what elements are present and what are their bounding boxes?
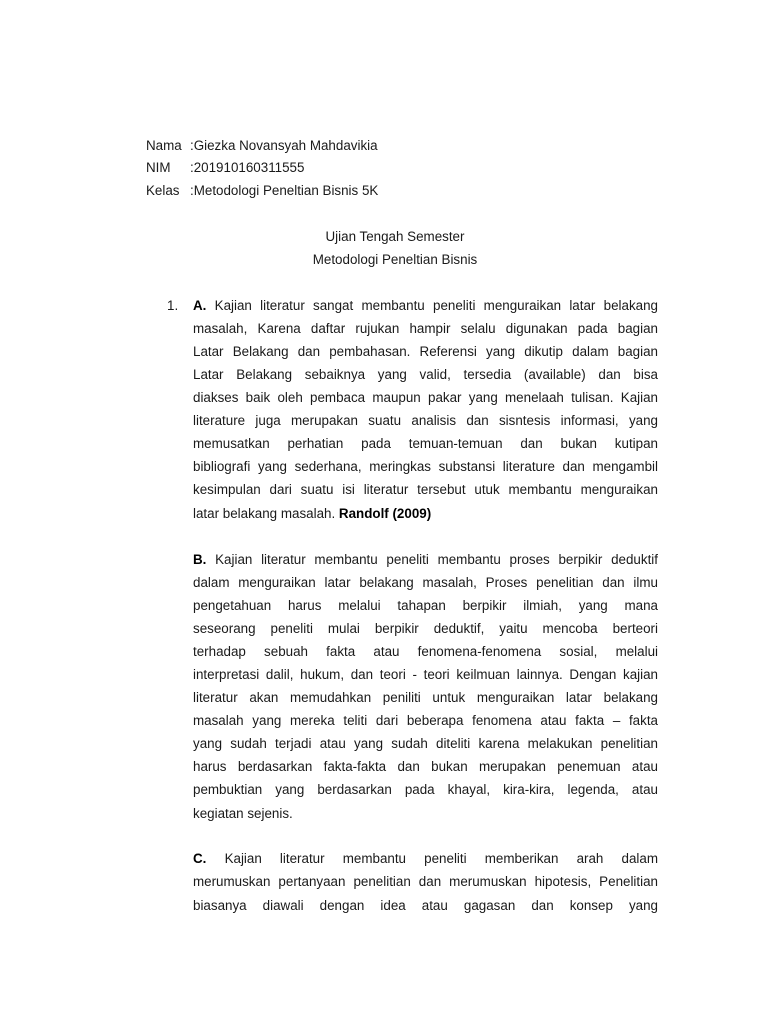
section-b-line: B. Kajian literatur membantu peneliti membantu proses berpikir deduktif — [193, 552, 658, 567]
section-b-line: seseorang peneliti mulai berpikir deduktif, yaitu mencoba berteori — [193, 621, 658, 636]
section-c-label: C. — [193, 851, 207, 866]
section-a-line: A. Kajian literatur sangat membantu peneliti menguraikan latar belakang — [193, 298, 658, 313]
section-b-line: pembuktian yang berdasarkan pada khayal, kira-kira, legenda, atau — [193, 782, 658, 797]
name-label: Nama — [146, 138, 182, 153]
section-a-line: memusatkan perhatian pada temuan-temuan dan bukan kutipan — [193, 436, 658, 451]
section-b-label: B. — [193, 552, 207, 567]
section-b-line: literatur akan memudahkan peniliti untuk menguraikan latar belakang — [193, 690, 658, 705]
section-b-line: harus berdasarkan fakta-fakta dan bukan merupakan penemuan atau — [193, 759, 658, 774]
section-a-line: kesimpulan dari suatu isi literatur tersebut utuk membantu menguraikan — [193, 482, 658, 497]
name-field — [146, 136, 378, 156]
class-value: :Metodologi Peneltian Bisnis 5K — [190, 183, 379, 198]
section-b-line: dalam menguraikan latar belakang masalah, Proses penelitian dan ilmu — [193, 575, 658, 590]
section-b-line: masalah yang mereka teliti dari beberapa fenomena atau fakta – fakta — [193, 713, 658, 728]
section-a-line: Latar Belakang sebaiknya yang valid, tersedia (available) dan bisa — [193, 367, 658, 382]
section-b-line: yang sudah terjadi atau yang sudah diteliti karena melakukan penelitian — [193, 736, 658, 751]
section-a-line: latar belakang masalah. Randolf (2009) — [193, 506, 432, 521]
section-c-line: biasanya diawali dengan idea atau gagasan dan konsep yang — [193, 898, 658, 913]
section-a-line: Latar Belakang dan pembahasan. Referensi yang dikutip dalam bagian — [193, 344, 658, 359]
section-a-line: literature juga merupakan suatu analisis dan sisntesis informasi, yang — [193, 413, 658, 428]
section-a-line: masalah, Karena daftar rujukan hampir selalu digunakan pada bagian — [193, 321, 658, 336]
exam-title: Ujian Tengah Semester — [325, 229, 465, 244]
class-field — [146, 181, 378, 201]
section-a-line: diakses baik oleh pembaca maupun pakar yang menelaah tulisan. Kajian — [193, 390, 658, 405]
section-b-line: pengetahuan harus melalui tahapan berpikir ilmiah, yang mana — [193, 598, 658, 613]
name-value: :Giezka Novansyah Mahdavikia — [190, 138, 378, 153]
nim-field — [146, 158, 304, 178]
section-a-label: A. — [193, 298, 207, 313]
course-title: Metodologi Peneltian Bisnis — [312, 252, 478, 267]
section-c-line: C. Kajian literatur membantu peneliti memberikan arah dalam — [193, 851, 658, 866]
nim-label: NIM — [146, 160, 171, 175]
section-b-line: kegiatan sejenis. — [193, 806, 293, 821]
nim-value: :201910160311555 — [190, 160, 305, 175]
class-label: Kelas — [146, 183, 180, 198]
section-b-line: interpretasi dalil, hukum, dan teori - teori keilmuan lainnya. Dengan kajian — [193, 667, 658, 682]
section-c-line: merumuskan pertanyaan penelitian dan merumuskan hipotesis, Penelitian — [193, 874, 658, 889]
section-b-line: terhadap sebuah fakta atau fenomena-fenomena sosial, melalui — [193, 644, 658, 659]
section-a-line: bibliografi yang sederhana, meringkas substansi literature dan mengambil — [193, 459, 658, 474]
question-number: 1. — [167, 298, 179, 313]
citation: Randolf (2009) — [338, 506, 432, 521]
